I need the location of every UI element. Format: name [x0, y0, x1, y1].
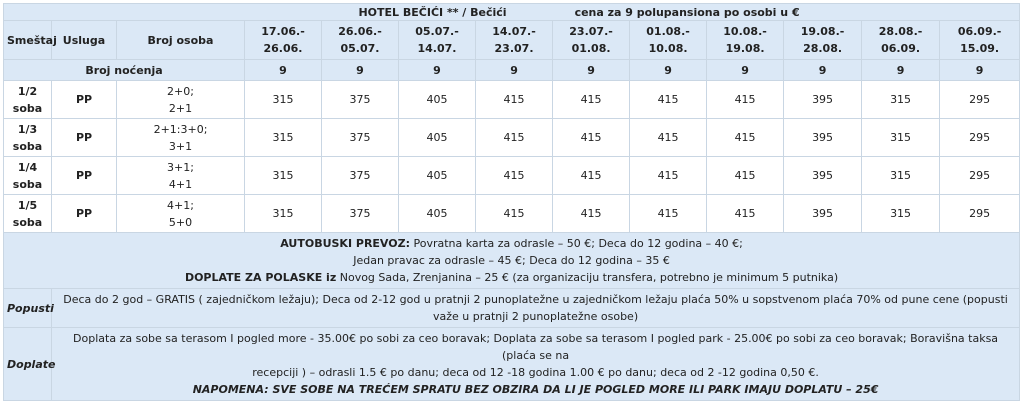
room-type: 1/2 soba	[4, 81, 52, 119]
supplements-text	[52, 328, 1020, 401]
supplements-line-2: recepciji ) – odrasli 1.5 € po danu; deca od 12 -18 godina 1.00 € po danu; deca od 2 -12 godina 0,50 €.	[252, 366, 819, 379]
nights-label: Broj noćenja	[4, 60, 245, 81]
bus-line-1: Povratna karta za odrasle – 50 €; Deca do 12 godina – 40 €;	[409, 237, 743, 250]
room-type: 1/5 soba	[4, 195, 52, 233]
period-header: 23.07.- 01.08.	[553, 21, 630, 60]
nights-value: 9	[862, 60, 940, 81]
period-header: 19.08.- 28.08.	[784, 21, 862, 60]
departure-title: DOPLATE ZA POLASKE iz	[184, 271, 337, 284]
service-type: PP	[52, 157, 117, 195]
price-cell: 315	[862, 119, 940, 157]
table-row	[4, 81, 1020, 119]
price-cell: 415	[476, 195, 553, 233]
nights-value: 9	[553, 60, 630, 81]
table-row	[4, 119, 1020, 157]
supplements-row	[4, 328, 1020, 401]
period-header: 10.08.- 19.08.	[707, 21, 784, 60]
discounts-text: Deca do 2 god – GRATIS ( zajedničkom ležaju); Deca od 2-12 god u pratnji 2 punoplatežne u zajedničkom ležaju plaća 50% u sopstvenom plaća 70% od pune cene (popusti važe u pratnji 2 punoplatežne osobe)	[52, 289, 1020, 328]
nights-value: 9	[476, 60, 553, 81]
period-header: 26.06.- 05.07.	[322, 21, 399, 60]
persons: 2+1:3+0; 3+1	[117, 119, 245, 157]
period-header: 01.08.- 10.08.	[630, 21, 707, 60]
col-usluga-header: Usluga	[52, 21, 117, 60]
period-header: 06.09.- 15.09.	[940, 21, 1020, 60]
nights-value: 9	[630, 60, 707, 81]
nights-value: 9	[245, 60, 322, 81]
price-cell: 415	[630, 81, 707, 119]
price-cell: 295	[940, 81, 1020, 119]
persons: 2+0; 2+1	[117, 81, 245, 119]
nights-value: 9	[707, 60, 784, 81]
period-header: 28.08.- 06.09.	[862, 21, 940, 60]
nights-value: 9	[399, 60, 476, 81]
price-cell: 405	[399, 157, 476, 195]
price-cell: 415	[630, 119, 707, 157]
price-cell: 415	[553, 157, 630, 195]
price-note: cena za 9 polupansiona po osobi u €	[553, 4, 1020, 21]
supplements-line-1: Doplata za sobe sa terasom I pogled more - 35.00€ po sobi za ceo boravak; Doplata za sobe sa terasom I pogled park - 25.00€ po sobi za ceo boravak; Boravišna taksa (plaća se na	[73, 332, 999, 362]
nights-value: 9	[322, 60, 399, 81]
departure-text: Novog Sada, Zrenjanina – 25 € (za organizaciju transfera, potrebno je minimum 5 putnika)	[336, 271, 839, 284]
service-type: PP	[52, 119, 117, 157]
price-cell: 415	[707, 195, 784, 233]
price-cell: 295	[940, 157, 1020, 195]
transport-row	[4, 233, 1020, 289]
room-type: 1/3 soba	[4, 119, 52, 157]
persons: 4+1; 5+0	[117, 195, 245, 233]
supplements-note: NAPOMENA: SVE SOBE NA TREĆEM SPRATU BEZ OBZIRA DA LI JE POGLED MORE ILI PARK IMAJU DOPLATU – 25€	[192, 383, 879, 396]
persons: 3+1; 4+1	[117, 157, 245, 195]
price-cell: 375	[322, 157, 399, 195]
discounts-row	[4, 289, 1020, 328]
price-cell: 315	[862, 157, 940, 195]
price-cell: 415	[553, 81, 630, 119]
price-cell: 415	[630, 195, 707, 233]
service-type: PP	[52, 195, 117, 233]
price-cell: 395	[784, 195, 862, 233]
discounts-label: Popusti	[4, 289, 52, 328]
table-row	[4, 157, 1020, 195]
price-cell: 295	[940, 195, 1020, 233]
col-smestaj-header: Smeštaj	[4, 21, 52, 60]
room-type: 1/4 soba	[4, 157, 52, 195]
price-cell: 405	[399, 119, 476, 157]
nights-value: 9	[784, 60, 862, 81]
price-table	[3, 3, 1020, 401]
price-cell: 315	[862, 195, 940, 233]
price-cell: 405	[399, 81, 476, 119]
price-cell: 415	[630, 157, 707, 195]
price-cell: 405	[399, 195, 476, 233]
price-cell: 415	[707, 157, 784, 195]
service-type: PP	[52, 81, 117, 119]
price-cell: 375	[322, 195, 399, 233]
price-cell: 415	[553, 119, 630, 157]
title-row	[4, 4, 1020, 21]
supplements-label: Doplate	[4, 328, 52, 401]
price-cell: 395	[784, 119, 862, 157]
price-cell: 375	[322, 119, 399, 157]
price-cell: 295	[940, 119, 1020, 157]
price-cell: 315	[245, 157, 322, 195]
price-cell: 415	[707, 119, 784, 157]
price-cell: 375	[322, 81, 399, 119]
price-cell: 415	[476, 119, 553, 157]
price-cell: 415	[553, 195, 630, 233]
hotel-title: HOTEL BEČIĆI ** / Bečići	[4, 4, 553, 21]
col-broj-osoba-header: Broj osoba	[117, 21, 245, 60]
period-header: 05.07.- 14.07.	[399, 21, 476, 60]
price-cell: 315	[245, 195, 322, 233]
bus-title: AUTOBUSKI PREVOZ:	[280, 237, 410, 250]
period-header: 14.07.- 23.07.	[476, 21, 553, 60]
nights-value: 9	[940, 60, 1020, 81]
transport-info	[4, 233, 1020, 289]
price-cell: 395	[784, 81, 862, 119]
price-cell: 395	[784, 157, 862, 195]
price-cell: 315	[862, 81, 940, 119]
nights-row	[4, 60, 1020, 81]
price-cell: 315	[245, 119, 322, 157]
price-cell: 415	[476, 157, 553, 195]
bus-line-2: Jedan pravac za odrasle – 45 €; Deca do 12 godina – 35 €	[353, 254, 670, 267]
price-cell: 415	[707, 81, 784, 119]
price-cell: 315	[245, 81, 322, 119]
table-row	[4, 195, 1020, 233]
period-header: 17.06.- 26.06.	[245, 21, 322, 60]
price-cell: 415	[476, 81, 553, 119]
period-header-row	[4, 21, 1020, 60]
